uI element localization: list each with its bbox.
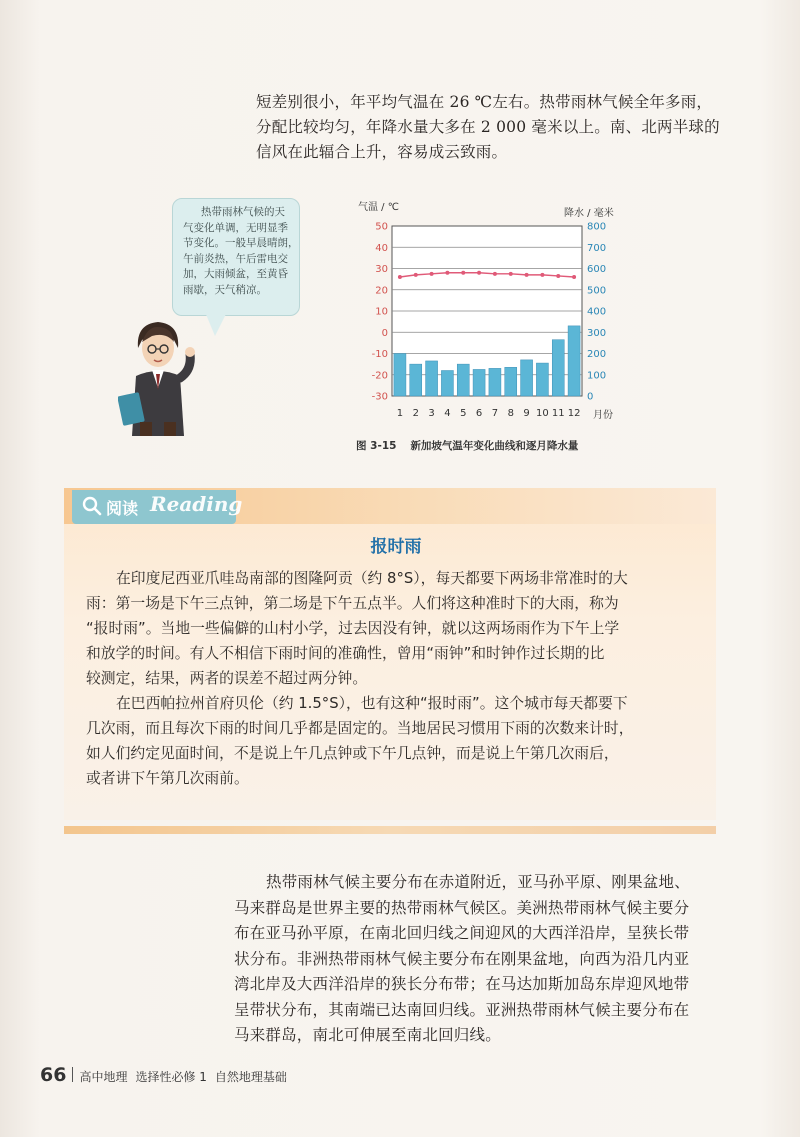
climate-chart — [356, 196, 636, 426]
right-tick-label: 500 — [587, 285, 607, 297]
left-tick-label: 10 — [375, 306, 388, 318]
x-tick-label: 7 — [491, 408, 499, 419]
page-number: 66 — [40, 1064, 67, 1086]
reading-bottom-rule — [64, 826, 716, 834]
closing-line: 状分布。非洲热带雨林气候主要分布在刚果盆地，向西为沿几内亚 — [234, 949, 690, 968]
bubble-line: 午前炎热，午后雷电交 — [183, 252, 288, 265]
footer-book: 选择性必修 1 — [135, 1070, 207, 1084]
speech-bubble — [172, 198, 300, 316]
precipitation-bar — [536, 363, 548, 396]
reading-label-english: Reading — [150, 492, 243, 516]
temperature-point — [509, 272, 513, 276]
right-tick-label: 300 — [587, 327, 607, 339]
footer-divider — [72, 1067, 73, 1082]
left-axis-label: 气温 / ℃ — [358, 202, 399, 213]
precipitation-bar — [394, 354, 406, 397]
bubble-line: 加，大雨倾盆，至黄昏 — [183, 268, 288, 280]
reading-line: 在印度尼西亚爪哇岛南部的图隆阿贡（约 8°S），每天都要下两场非常准时的大 — [116, 570, 628, 587]
bubble-line: 热带雨林气候的天 — [201, 206, 285, 218]
reading-line: 几次雨，而且每次下雨的时间几乎都是固定的。当地居民习惯用下雨的次数来计时， — [86, 720, 634, 737]
closing-line: 湾北岸及大西洋沿岸的狭长分布带；在马达加斯加岛东岸迎风地带 — [234, 975, 690, 993]
right-tick-label: 700 — [587, 242, 607, 254]
right-axis-label: 降水 / 毫米 — [564, 208, 614, 219]
closing-paragraph — [234, 870, 734, 1049]
precipitation-bar — [410, 364, 422, 396]
left-tick-label: 30 — [375, 264, 388, 275]
right-tick-label: 800 — [587, 221, 607, 233]
reading-title-text: 报时雨 — [370, 537, 422, 557]
right-tick-label: 400 — [587, 306, 607, 318]
temperature-point — [540, 273, 544, 277]
reading-line: 在巴西帕拉州首府贝伦（约 1.5°S），也有这种“报时雨”。这个城市每天都要下 — [116, 695, 628, 712]
x-tick-label: 10 — [536, 408, 549, 419]
precipitation-bar — [441, 371, 453, 397]
reading-line: 或者讲下午第几次雨前。 — [86, 770, 249, 787]
left-tick-label: -10 — [371, 349, 388, 360]
right-tick-label: 200 — [587, 349, 607, 360]
right-ticks — [587, 222, 606, 403]
left-ticks — [372, 222, 388, 403]
left-tick-label: -20 — [371, 370, 388, 382]
intro-line: 信风在此辐合上升，容易成云致雨。 — [256, 143, 508, 161]
reading-title — [0, 532, 800, 557]
x-tick-label: 12 — [567, 408, 581, 419]
student-illustration — [118, 318, 198, 436]
precipitation-bar — [426, 361, 438, 396]
reading-tab — [72, 490, 243, 524]
temperature-point — [556, 274, 560, 278]
reading-line: 如人们约定见面时间，不是说上午几点钟或下午几点钟，而是说上午第几次雨后， — [86, 745, 619, 762]
precipitation-bar — [473, 369, 485, 396]
temperature-point — [477, 271, 481, 275]
closing-line: 马来群岛是世界主要的热带雨林气候区。美洲热带雨林气候主要分 — [234, 898, 690, 917]
temperature-point — [461, 271, 465, 275]
precipitation-bar — [457, 364, 469, 396]
precipitation-bar — [568, 326, 580, 396]
figure-number: 图 3-15 — [356, 440, 397, 452]
bubble-line: 雨歇，天气稍凉。 — [183, 283, 267, 296]
reading-line: 雨：第一场是下午三点钟，第二场是下午五点半。人们将这种准时下的大雨，称为 — [86, 595, 619, 612]
x-tick-label: 4 — [444, 408, 451, 419]
page-footer — [40, 1064, 295, 1086]
figure-caption — [356, 438, 578, 453]
temperature-point — [430, 272, 434, 276]
x-tick-label: 11 — [551, 408, 565, 419]
intro-line: 短差别很小，年平均气温在 26 ℃左右。热带雨林气候全年多雨， — [256, 93, 713, 111]
x-tick-label: 5 — [460, 408, 467, 419]
precipitation-bar — [489, 368, 501, 396]
left-tick-label: 40 — [375, 242, 388, 254]
x-ticks — [397, 408, 581, 419]
left-tick-label: 20 — [375, 285, 388, 297]
intro-paragraph — [256, 90, 734, 165]
left-tick-label: -30 — [371, 391, 388, 403]
closing-line: 热带雨林气候主要分布在赤道附近，亚马孙平原、刚果盆地、 — [266, 873, 690, 891]
bubble-line: 节变化。一般早晨晴朗， — [183, 237, 299, 249]
precipitation-bar — [521, 360, 533, 396]
x-axis-label: 月份 — [593, 410, 613, 421]
right-tick-label: 100 — [587, 370, 607, 382]
temperature-point — [445, 271, 449, 275]
x-tick-label: 1 — [396, 408, 404, 419]
x-tick-label: 8 — [507, 408, 514, 419]
precipitation-bar — [552, 340, 564, 396]
right-tick-label: 600 — [587, 264, 607, 275]
closing-line: 布在亚马孙平原，在南北回归线之间迎风的大西洋沿岸，呈狭长带 — [234, 924, 690, 942]
speech-bubble-tail — [205, 312, 227, 336]
temperature-point — [414, 273, 418, 277]
closing-line: 马来群岛，南北可伸展至南北回归线。 — [234, 1026, 501, 1044]
x-tick-label: 2 — [412, 408, 419, 419]
reading-line: 和放学的时间。有人不相信下雨时间的准确性，曾用“雨钟”和时钟作过长期的比 — [86, 645, 605, 662]
reading-label: 阅读 — [106, 499, 139, 518]
temperature-point — [398, 275, 402, 279]
x-tick-label: 3 — [428, 408, 435, 419]
footer-subject: 高中地理 — [79, 1070, 128, 1084]
temperature-point — [493, 272, 497, 276]
left-tick-label: 0 — [381, 327, 388, 339]
x-tick-label: 9 — [523, 408, 530, 419]
x-tick-label: 6 — [475, 408, 483, 419]
temperature-point — [525, 273, 529, 277]
temperature-point — [572, 275, 576, 279]
closing-line: 呈带状分布，其南端已达南回归线。亚洲热带雨林气候主要分布在 — [234, 1000, 690, 1019]
figure-title: 新加坡气温年变化曲线和逐月降水量 — [410, 440, 579, 452]
bubble-line: 气变化单调，无明显季 — [183, 221, 288, 234]
reading-body — [86, 566, 686, 791]
reading-line: “报时雨”。当地一些偏僻的山村小学，过去因没有钟，就以这两场雨作为下午上学 — [86, 620, 620, 637]
intro-line: 分配比较均匀，年降水量大多在 2 000 毫米以上。南、北两半球的 — [256, 118, 720, 136]
precipitation-bar — [505, 367, 517, 396]
reading-line: 较测定，结果，两者的误差不超过两分钟。 — [86, 670, 368, 687]
right-tick-label: 0 — [587, 391, 594, 403]
left-tick-label: 50 — [375, 221, 388, 233]
footer-volume: 自然地理基础 — [214, 1070, 287, 1084]
magnifier-icon — [82, 496, 102, 516]
